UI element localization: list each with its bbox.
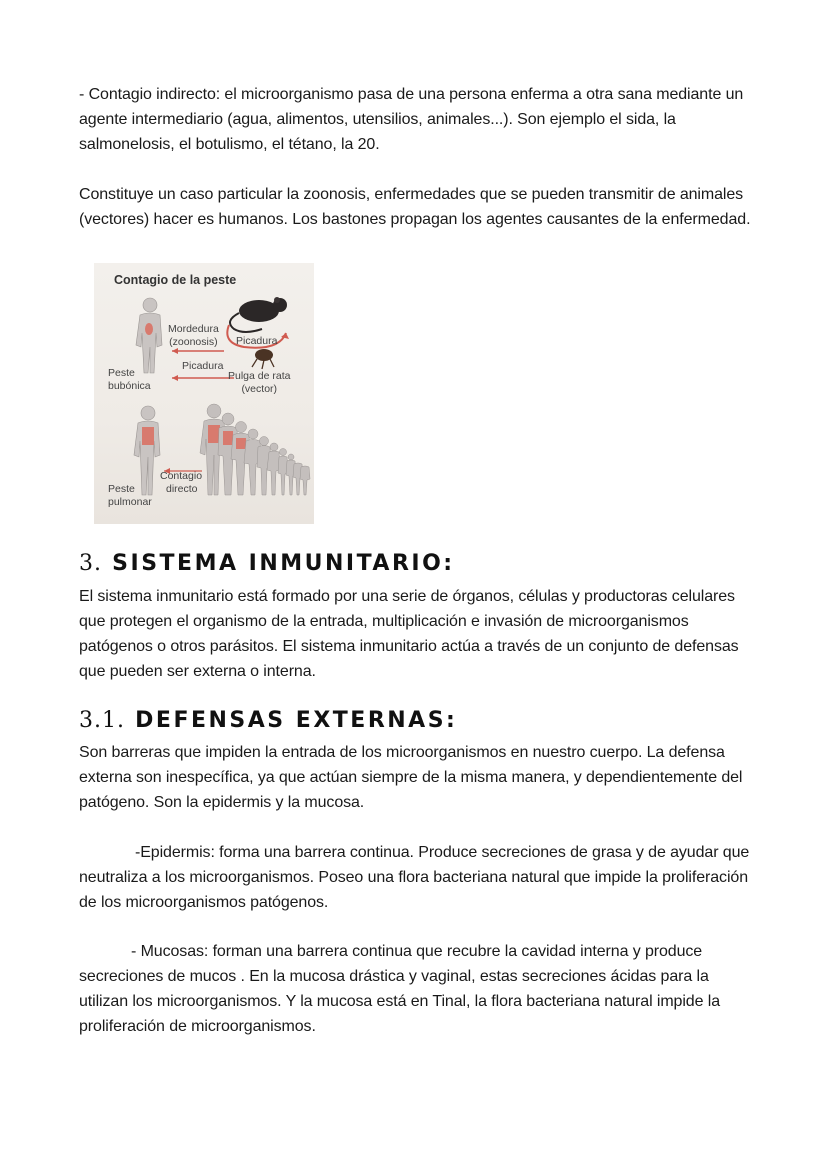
label-contagio-1: Contagio: [160, 470, 203, 482]
label-picadura-top: Picadura: [236, 335, 278, 347]
label-pulga-1: Pulga de rata: [228, 370, 291, 382]
section-3-1-title: DEFENSAS EXTERNAS:: [135, 708, 458, 733]
label-contagio-2: directo: [166, 483, 198, 495]
text-defensas-externas: Son barreras que impiden la entrada de los microorganismos en nuestro cuerpo. La defensa externa son inespecífica, ya que actúan siempre de la misma manera, y dependientemente del patógeno. Son la epidermis y la mucosa.: [79, 744, 743, 811]
figure-contagio-peste: [94, 263, 314, 524]
label-picadura-mid: Picadura: [182, 360, 224, 372]
label-peste-pulmonar-1: Peste: [108, 483, 135, 495]
label-pulga-rata: [228, 370, 290, 396]
human-figure-top: [136, 298, 162, 373]
label-peste-bubonica-1: Peste: [108, 367, 135, 379]
text-contagio-indirecto: - Contagio indirecto: el microorganismo pasa de una persona enferma a otra sana mediante un agente intermediario (agua, alimentos, utensilios, animales...). Son ejemplo el sida, la salmonelosis, el botulismo, el tétano, la 20.: [79, 86, 744, 153]
text-sistema-inmunitario: El sistema inmunitario está formado por una serie de órganos, células y productoras celulares que protegen el organismo de la entrada, multiplicación e invasión de microorganismos patógenos o otros parásitos. El sistema inmunitario actúa a través de un conjunto de defensas que pueden ser externa o interna.: [79, 588, 739, 680]
paragraph-defensas-externas: [79, 740, 759, 815]
label-peste-pulmonar-2: pulmonar: [108, 496, 152, 508]
label-peste-bubonica: [108, 367, 151, 393]
rat-icon: [230, 297, 287, 332]
text-mucosas: - Mucosas: forman una barrera continua que recubre la cavidad interna y produce secreciones de mucos . En la mucosa drástica y vaginal, estas secreciones ácidas para la utilizan los microorganismos. Y la mucosa está en Tinal, la flora bacteriana natural impide la proliferación de microorganismos.: [79, 943, 721, 1035]
human-figure-crowd: [200, 404, 310, 495]
section-3-number: 3.: [79, 551, 102, 576]
section-3-heading: [79, 551, 455, 576]
label-peste-bubonica-2: bubónica: [108, 380, 151, 392]
paragraph-epidermis: [79, 840, 759, 915]
section-3-title: SISTEMA INMUNITARIO:: [112, 551, 455, 576]
paragraph-contagio-indirecto: [79, 82, 759, 157]
label-contagio-directo: [160, 470, 202, 496]
paragraph-zoonosis: [79, 182, 759, 232]
label-mordedura-text: Mordedura: [168, 323, 219, 335]
section-3-1-number: 3.1.: [79, 708, 125, 733]
label-zoonosis-text: (zoonosis): [169, 336, 218, 348]
label-pulga-2: (vector): [241, 383, 278, 395]
text-epidermis: -Epidermis: forma una barrera continua. Produce secreciones de grasa y de ayudar que neutraliza a los microorganismos. Poseo una flora bacteriana natural que impide la proliferación de los microorganismos patógenos.: [79, 844, 750, 911]
figure-title: Contagio de la peste: [114, 273, 237, 287]
flea-icon: [252, 349, 274, 369]
label-peste-pulmonar: [108, 483, 152, 509]
text-zoonosis: Constituye un caso particular la zoonosis, enfermedades que se pueden transmitir de animales (vectores) hacer es humanos. Los bastones propagan los agentes causantes de la enfermedad.: [79, 186, 751, 228]
paragraph-mucosas: [79, 939, 759, 1039]
label-mordedura: [168, 323, 219, 349]
section-3-1-heading: [79, 708, 457, 733]
paragraph-sistema-inmunitario: [79, 584, 759, 684]
human-figure-pulmonar: [134, 406, 160, 495]
